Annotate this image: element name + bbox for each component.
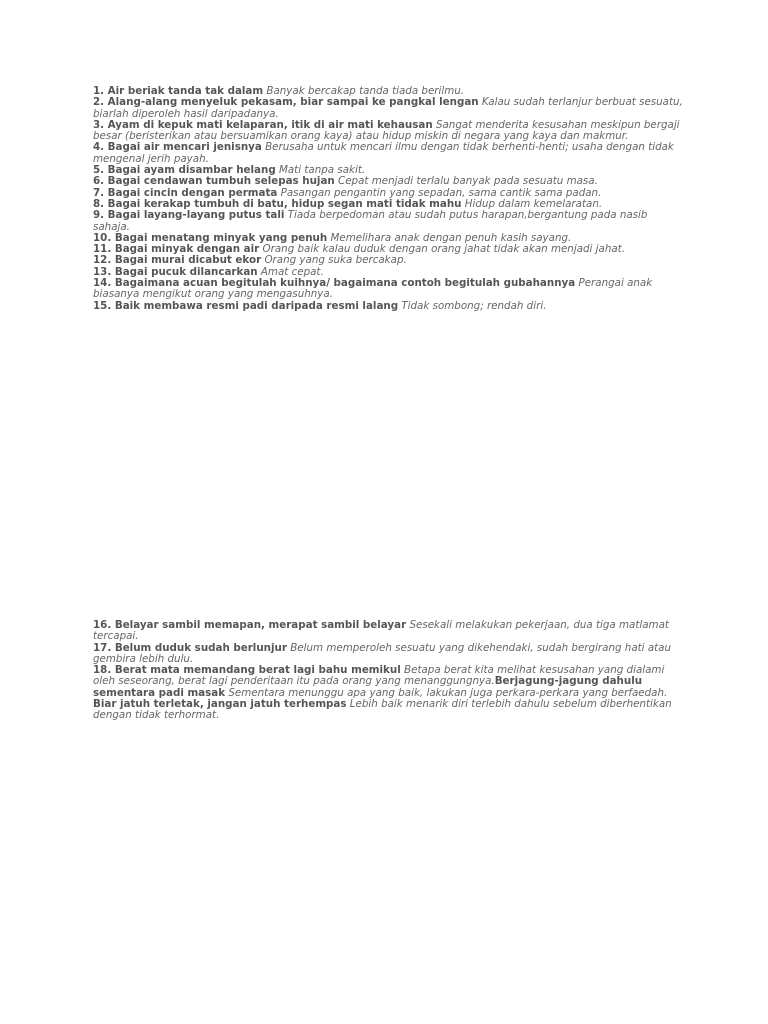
proverb-phrase: Berat mata memandang berat lagi bahu memikul [114, 664, 401, 677]
proverb-meaning: Sangat menderita kesusahan meskipun bergaji besar (beristerikan atau bersuamikan orang kaya) atau hidup miskin di negara yang kaya dan makmur. [93, 118, 680, 143]
proverb-number: 17. [93, 641, 112, 654]
proverb-phrase: Belayar sambil memapan, merapat sambil belayar [114, 619, 407, 631]
proverb-number: 5. [93, 164, 105, 177]
proverb-phrase: Belum duduk sudah berlunjur [114, 641, 287, 654]
proverb-term [93, 164, 276, 176]
proverb-meaning: Banyak bercakap tanda tiada berilmu. [266, 85, 465, 97]
proverb-meaning: Berusaha untuk mencari ilmu dengan tidak berhenti-henti; usaha dengan tidak mengenal jerih payah. [93, 141, 674, 165]
proverb-number: 4. [93, 141, 105, 154]
proverb-number: 13. [93, 265, 112, 278]
proverb-phrase: Bagai layang-layang putus tali [107, 209, 285, 222]
proverb-phrase: Baik membawa resmi padi daripada resmi lalang [114, 299, 399, 312]
proverb-entry [93, 142, 683, 165]
proverb-phrase: Bagai air mencari jenisnya [107, 141, 262, 154]
proverb-run-paragraph [93, 665, 683, 721]
proverb-number: 10. [93, 231, 112, 244]
proverb-meaning: Lebih baik menarik diri terlebih dahulu sebelum diberhentikan dengan tidak terhormat. [93, 698, 672, 722]
proverb-meaning: Cepat menjadi terlalu banyak pada sesuatu masa. [338, 175, 598, 188]
proverb-number: 12. [93, 254, 112, 267]
proverb-term [93, 175, 335, 187]
proverb-number: 2. [93, 96, 105, 109]
proverb-entry [93, 698, 672, 721]
proverb-term [93, 300, 398, 312]
proverb-meaning: Betapa berat kita melihat kesusahan yang dialami oleh seseorang, berat lagi penderitaan itu pada orang yang menanggungnya. [93, 664, 665, 688]
proverb-list-part-one [93, 86, 683, 312]
proverb-term [93, 664, 401, 676]
proverb-term: Biar jatuh terletak, jangan jatuh terhempas [93, 698, 347, 711]
proverb-term: Berjagung-jagung dahulu sementara padi masak [93, 675, 643, 699]
proverb-phrase: Bagai murai dicabut ekor [114, 254, 262, 267]
proverb-phrase: Air beriak tanda tak dalam [107, 85, 264, 97]
proverb-entry [93, 278, 683, 301]
proverb-phrase: Ayam di kepuk mati kelaparan, itik di air mati kehausan [107, 118, 433, 131]
proverb-number: 3. [93, 118, 105, 131]
proverb-term [93, 96, 479, 108]
proverb-phrase: Bagai ayam disambar helang [107, 164, 276, 177]
proverb-term [93, 254, 261, 266]
proverb-entry [93, 97, 683, 120]
proverb-phrase: Alang-alang menyeluk pekasam, biar sampai ke pangkal lengan [107, 96, 479, 109]
proverb-phrase: Bagai pucuk dilancarkan [114, 265, 258, 278]
proverb-number: 8. [93, 197, 105, 210]
proverb-number: 18. [93, 664, 112, 677]
proverb-entry [93, 301, 683, 312]
proverb-meaning: Sesekali melakukan pekerjaan, dua tiga matlamat tercapai. [93, 619, 669, 643]
proverb-meaning: Orang baik kalau duduk dengan orang jahat tidak akan menjadi jahat. [262, 243, 625, 256]
proverb-phrase: Bagai cincin dengan permata [107, 186, 278, 199]
proverb-phrase: Bagai cendawan tumbuh selepas hujan [107, 175, 335, 188]
proverb-list-part-two [93, 620, 683, 722]
proverb-meaning: Kalau sudah terlanjur berbuat sesuatu, biarlah diperoleh hasil daripadanya. [93, 96, 683, 120]
proverb-meaning: Hidup dalam kemelaratan. [464, 197, 603, 210]
proverb-number: 11. [93, 243, 112, 256]
proverb-term [93, 232, 327, 244]
proverb-meaning: Tidak sombong; rendah diri. [401, 299, 547, 312]
proverb-term [93, 277, 575, 289]
proverb-meaning: Mati tanpa sakit. [278, 164, 366, 177]
proverb-term [93, 141, 262, 153]
proverb-number: 7. [93, 186, 105, 199]
proverb-term [93, 119, 433, 131]
proverb-entry [93, 210, 683, 233]
proverb-phrase: Bagai minyak dengan air [114, 243, 260, 256]
proverb-meaning: Amat cepat. [260, 265, 324, 278]
proverb-term [93, 209, 284, 221]
proverb-number: 16. [93, 619, 112, 631]
proverb-meaning: Belum memperoleh sesuatu yang dikehendaki, sudah bergirang hati atau gembira lebih dulu. [93, 641, 671, 665]
proverb-term [93, 266, 258, 278]
proverb-term [93, 187, 277, 199]
proverb-term [93, 243, 259, 255]
proverb-phrase: Bagai kerakap tumbuh di batu, hidup segan mati tidak mahu [107, 197, 462, 210]
proverb-entry [93, 643, 683, 666]
proverb-entry [93, 620, 683, 643]
proverb-meaning: Perangai anak biasanya mengikut orang yang mengasuhnya. [93, 277, 653, 301]
proverb-number: 14. [93, 277, 112, 290]
proverb-meaning: Memelihara anak dengan penuh kasih sayang. [330, 231, 572, 244]
proverb-number: 6. [93, 175, 105, 188]
proverb-meaning: Orang yang suka bercakap. [264, 254, 407, 267]
proverb-meaning: Pasangan pengantin yang sepadan, sama cantik sama padan. [280, 186, 602, 199]
proverb-term [93, 198, 462, 210]
proverb-phrase: Bagaimana acuan begitulah kuihnya/ bagaimana contoh begitulah gubahannya [114, 277, 576, 290]
proverb-number: 9. [93, 209, 105, 222]
proverb-term [93, 619, 406, 631]
proverb-term [93, 642, 287, 654]
proverb-entry [93, 120, 683, 143]
proverb-number: 1. [93, 85, 105, 97]
proverb-term [93, 85, 263, 97]
proverb-number: 15. [93, 299, 112, 312]
proverb-meaning: Sementara menunggu apa yang baik, lakukan juga perkara-perkara yang berfaedah. [228, 686, 668, 699]
proverb-phrase: Bagai menatang minyak yang penuh [114, 231, 328, 244]
proverb-meaning: Tiada berpedoman atau sudah putus harapan,bergantung pada nasib sahaja. [93, 209, 648, 233]
